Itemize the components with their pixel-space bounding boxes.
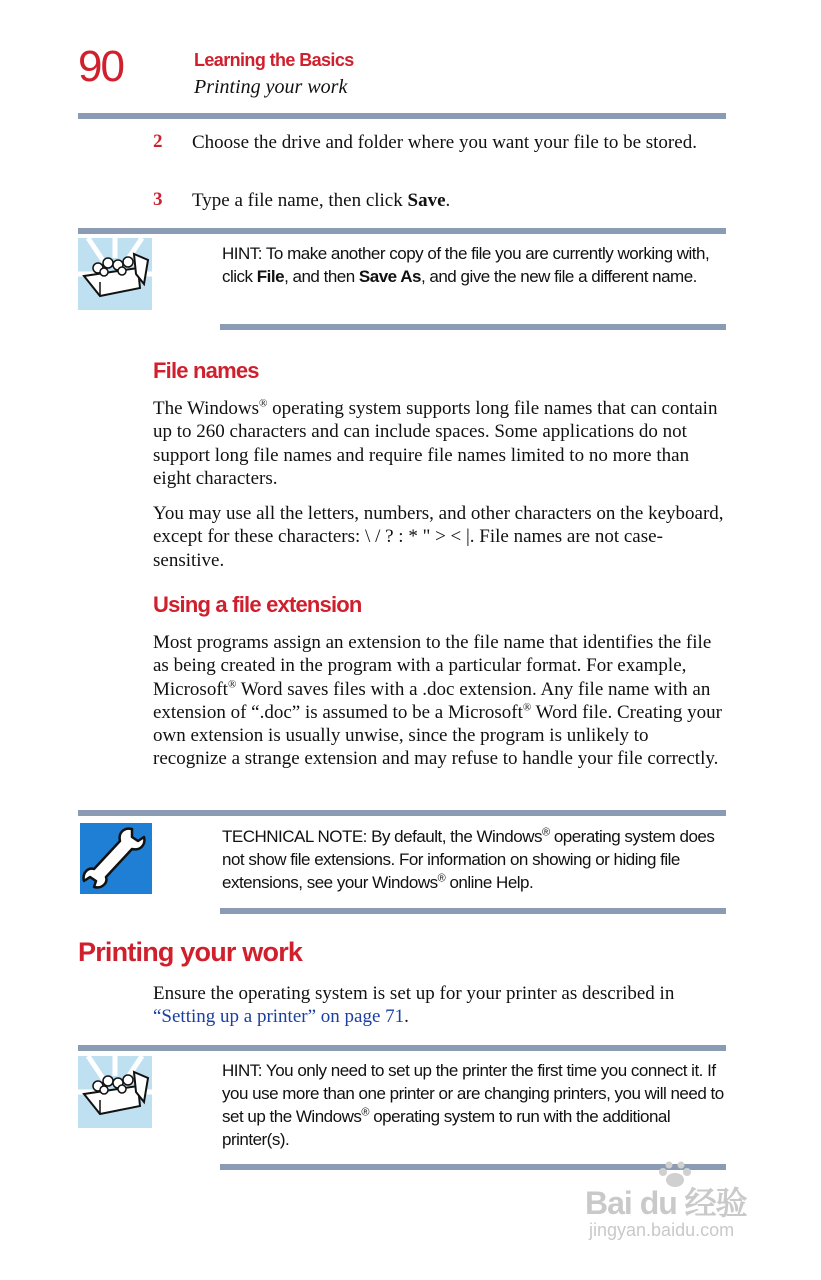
file-extension-heading: Using a file extension [153,592,362,617]
step-number: 3 [153,189,163,210]
step-text: Type a file name, then click Save. [192,190,451,211]
file-extension-paragraph: Most programs assign an extension to the file name that identifies the file as being created in the program with a particular format. For example, Microsoft® Word saves files with a .doc extension. Any file name with an extension of “.doc” is assumed to be a Microsoft® Word file. Creating your own extension is usually unwise, since the program is unlikely to recognize a strange extension and may refuse to handle your file correctly. [153,632,722,770]
page-number: 90 [78,42,123,91]
tech-note-text: TECHNICAL NOTE: By default, the Windows® operating system does not show file extensions. For information on showing or hiding file extensions, see your Windows® online Help. [222,826,715,892]
step-item [153,131,723,179]
file-names-paragraph: The Windows® operating system supports long file names that can contain up to 260 characters and can include spaces. Some applications do not support long file names and require file names limited to no more than eight characters. [153,397,718,489]
baidu-logo-text: Bai du 经验 [585,1185,747,1221]
save-as-term: Save As [358,267,421,286]
file-names-heading: File names [153,358,259,383]
section-subtitle: Printing your work [194,76,348,98]
hint2-text: HINT: You only need to set up the printer the first time you connect it. If you use more than one printer or are changing printers, you will need to set up the Windows® operating system to run with the additional printer(s). [222,1061,724,1149]
wrench-icon [80,823,152,894]
chapter-title: Learning the Basics [194,50,354,70]
file-term: File [256,267,285,286]
hint-top-rule [78,228,726,234]
hint-bottom-rule [220,324,726,330]
step-item [153,189,723,215]
watermark-url: jingyan.baidu.com [589,1220,735,1240]
setting-up-printer-link[interactable]: “Setting up a printer” on page 71 [153,1006,405,1028]
tech-note-top-rule [78,810,726,816]
step-list [153,131,723,215]
treasure-chest-icon [78,238,152,310]
tech-note-bottom-rule [220,908,726,914]
baidu-watermark [585,1160,775,1250]
header-rule [78,113,726,119]
step-text: Choose the drive and folder where you want your file to be stored. [192,132,697,153]
printing-heading: Printing your work [78,937,303,967]
file-names-paragraph-2: You may use all the letters, numbers, and other characters on the keyboard, except for these characters: \ / ? : * " > < |. File names are not case-sensitive. [153,503,724,571]
hint2-top-rule [78,1045,726,1051]
hint-text: HINT: To make another copy of the file you are currently working with, click File, and then Save As, and give the new file a different name. [222,244,710,286]
printing-paragraph: Ensure the operating system is set up for your printer as described in “Setting up a printer” on page 71. [153,983,675,1028]
step-number: 2 [153,131,163,152]
treasure-chest-icon [78,1056,152,1128]
save-term: Save [407,190,446,211]
